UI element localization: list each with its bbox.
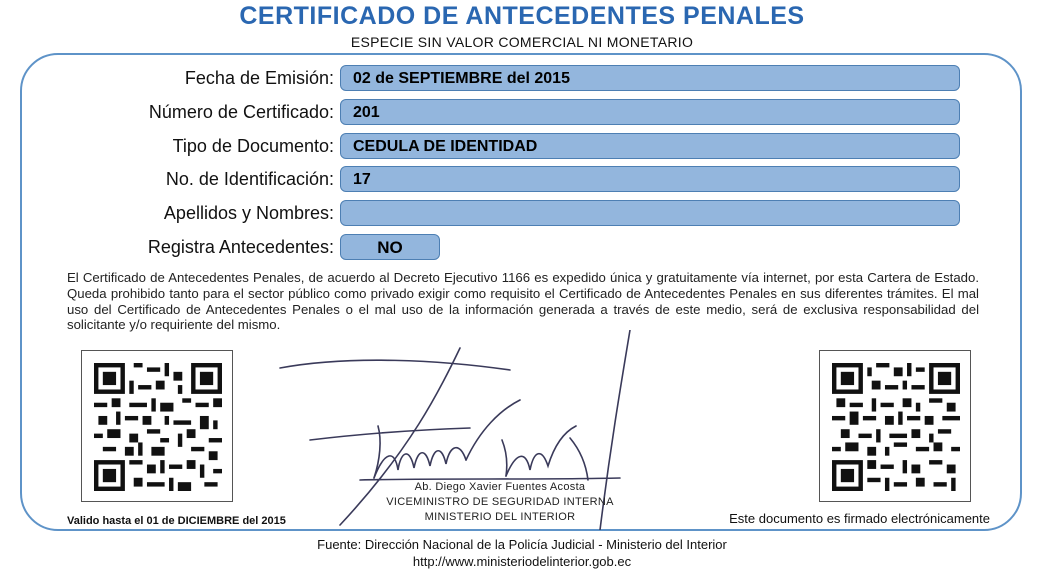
antecedentes-field: NO bbox=[340, 234, 440, 260]
qr-code-left-icon bbox=[94, 363, 222, 491]
validity-date: Valido hasta el 01 de DICIEMBRE del 2015 bbox=[67, 515, 286, 527]
footer-source: Fuente: Dirección Nacional de la Policía Judicial - Ministerio del Interior bbox=[317, 537, 727, 552]
signer-position: VICEMINISTRO DE SEGURIDAD INTERNA bbox=[386, 496, 614, 508]
qr-code-left bbox=[81, 350, 233, 502]
numero-field: 201 bbox=[340, 99, 960, 125]
certificate-title: CERTIFICADO DE ANTECEDENTES PENALES bbox=[239, 2, 805, 30]
row-numero bbox=[0, 99, 1044, 127]
footer-url: http://www.ministeriodelinterior.gob.ec bbox=[412, 554, 632, 569]
numero-label: Número de Certificado: bbox=[148, 102, 334, 122]
certificate-subtitle: ESPECIE SIN VALOR COMERCIAL NI MONETARIO bbox=[350, 34, 694, 50]
signer-name: Ab. Diego Xavier Fuentes Acosta bbox=[414, 481, 586, 493]
electronic-signature-note: Este documento es firmado electrónicamente bbox=[729, 511, 990, 526]
fecha-label: Fecha de Emisión: bbox=[184, 68, 334, 88]
row-fecha bbox=[0, 65, 1044, 93]
identificacion-field: 17 bbox=[340, 166, 960, 192]
row-identificacion bbox=[0, 166, 1044, 194]
qr-code-right bbox=[819, 350, 971, 502]
fecha-field: 02 de SEPTIEMBRE del 2015 bbox=[340, 65, 960, 91]
nombres-field bbox=[340, 200, 960, 226]
tipo-label: Tipo de Documento: bbox=[172, 136, 334, 156]
row-antecedentes bbox=[0, 234, 1044, 262]
qr-code-right-icon bbox=[832, 363, 960, 491]
row-tipo bbox=[0, 133, 1044, 161]
signature-block bbox=[330, 480, 670, 525]
row-nombres bbox=[0, 200, 1044, 228]
identificacion-label: No. de Identificación: bbox=[165, 169, 334, 189]
tipo-field: CEDULA DE IDENTIDAD bbox=[340, 133, 960, 159]
legal-text: El Certificado de Antecedentes Penales, de acuerdo al Decreto Ejecutivo 1166 es expedido única y gratuitamente vía internet, por esta Cartera de Estado. Queda prohibido tanto para el sector público como privado exigir como requisito el Certificado de Antecedentes Penales en sus diferentes trámites. El mal uso del Certificado de Antecedentes Penales o el mal uso de la información generada a través de este medio, será de exclusiva responsabilidad del solicitante y/o requiriente del mismo. bbox=[67, 270, 979, 333]
antecedentes-label: Registra Antecedentes: bbox=[147, 237, 334, 257]
nombres-label: Apellidos y Nombres: bbox=[163, 203, 334, 223]
signer-institution: MINISTERIO DEL INTERIOR bbox=[424, 511, 576, 523]
